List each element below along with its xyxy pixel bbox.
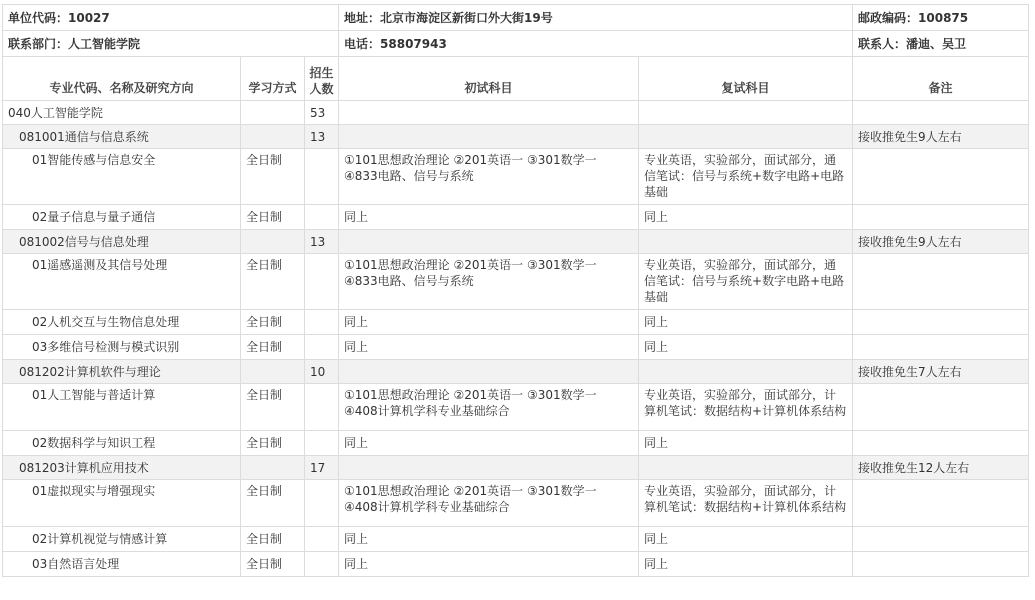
direction-count	[305, 310, 339, 335]
direction-note	[853, 149, 1029, 205]
major-note: 接收推免生9人左右	[853, 125, 1029, 149]
major-row	[3, 125, 1029, 149]
direction-note	[853, 552, 1029, 577]
direction-row	[3, 431, 1029, 456]
college-row	[3, 101, 1029, 125]
college-count: 53	[305, 101, 339, 125]
direction-name: 02数据科学与知识工程	[3, 431, 241, 456]
direction-mode: 全日制	[241, 254, 305, 310]
direction-count	[305, 431, 339, 456]
col-initial: 初试科目	[339, 57, 639, 101]
direction-retest: 同上	[639, 310, 853, 335]
college-initial	[339, 101, 639, 125]
direction-initial: 同上	[339, 552, 639, 577]
direction-retest: 专业英语，实验部分，面试部分，通信笔试：信号与系统+数字电路+电路基础	[639, 149, 853, 205]
direction-row	[3, 335, 1029, 360]
major-mode	[241, 125, 305, 149]
direction-initial: ①101思想政治理论 ②201英语一 ③301数学一 ④833电路、信号与系统	[339, 149, 639, 205]
major-count: 13	[305, 230, 339, 254]
major-retest	[639, 230, 853, 254]
direction-note	[853, 205, 1029, 230]
major-name: 081203计算机应用技术	[3, 456, 241, 480]
col-enroll-line2: 人数	[309, 82, 334, 96]
direction-note	[853, 310, 1029, 335]
phone: 电话：58807943	[339, 31, 853, 57]
direction-name: 01虚拟现实与增强现实	[3, 480, 241, 527]
major-mode	[241, 456, 305, 480]
direction-mode: 全日制	[241, 149, 305, 205]
major-mode	[241, 230, 305, 254]
address: 地址：北京市海淀区新街口外大街19号	[339, 5, 853, 31]
direction-note	[853, 254, 1029, 310]
major-mode	[241, 360, 305, 384]
unit-code: 单位代码：10027	[3, 5, 339, 31]
direction-name: 03多维信号检测与模式识别	[3, 335, 241, 360]
direction-name: 01遥感遥测及其信号处理	[3, 254, 241, 310]
major-retest	[639, 360, 853, 384]
direction-retest: 同上	[639, 335, 853, 360]
enrollment-table	[2, 4, 1029, 577]
direction-note	[853, 431, 1029, 456]
direction-mode: 全日制	[241, 431, 305, 456]
col-enroll	[305, 57, 339, 101]
major-note: 接收推免生7人左右	[853, 360, 1029, 384]
major-initial	[339, 456, 639, 480]
direction-note	[853, 335, 1029, 360]
direction-initial: 同上	[339, 310, 639, 335]
direction-row	[3, 384, 1029, 431]
column-header-row	[3, 57, 1029, 101]
direction-name: 02量子信息与量子通信	[3, 205, 241, 230]
direction-name: 01智能传感与信息安全	[3, 149, 241, 205]
direction-initial: 同上	[339, 335, 639, 360]
direction-count	[305, 254, 339, 310]
college-note	[853, 101, 1029, 125]
direction-initial: 同上	[339, 527, 639, 552]
direction-row	[3, 310, 1029, 335]
direction-retest: 同上	[639, 205, 853, 230]
major-initial	[339, 125, 639, 149]
direction-initial: ①101思想政治理论 ②201英语一 ③301数学一 ④408计算机学科专业基础综合	[339, 480, 639, 527]
major-note: 接收推免生9人左右	[853, 230, 1029, 254]
col-note: 备注	[853, 57, 1029, 101]
direction-retest: 专业英语，实验部分，面试部分，通信笔试：信号与系统+数字电路+电路基础	[639, 254, 853, 310]
direction-initial: ①101思想政治理论 ②201英语一 ③301数学一 ④833电路、信号与系统	[339, 254, 639, 310]
direction-count	[305, 205, 339, 230]
major-retest	[639, 456, 853, 480]
contact: 联系人：潘迪、吴卫	[853, 31, 1029, 57]
direction-initial: 同上	[339, 431, 639, 456]
col-enroll-line1: 招生	[309, 66, 334, 80]
major-name: 081202计算机软件与理论	[3, 360, 241, 384]
direction-row	[3, 552, 1029, 577]
college-retest	[639, 101, 853, 125]
direction-initial: ①101思想政治理论 ②201英语一 ③301数学一 ④408计算机学科专业基础综合	[339, 384, 639, 431]
college-mode	[241, 101, 305, 125]
header-row-1	[3, 5, 1029, 31]
direction-retest: 专业英语，实验部分，面试部分，计算机笔试：数据结构+计算机体系结构	[639, 480, 853, 527]
direction-row	[3, 480, 1029, 527]
direction-note	[853, 480, 1029, 527]
col-retest: 复试科目	[639, 57, 853, 101]
college-name: 040人工智能学院	[3, 101, 241, 125]
major-row	[3, 456, 1029, 480]
major-initial	[339, 230, 639, 254]
direction-count	[305, 527, 339, 552]
major-count: 13	[305, 125, 339, 149]
direction-row	[3, 149, 1029, 205]
major-note: 接收推免生12人左右	[853, 456, 1029, 480]
direction-mode: 全日制	[241, 310, 305, 335]
major-retest	[639, 125, 853, 149]
col-major: 专业代码、名称及研究方向	[3, 57, 241, 101]
direction-mode: 全日制	[241, 552, 305, 577]
major-row	[3, 360, 1029, 384]
direction-mode: 全日制	[241, 205, 305, 230]
direction-name: 02人机交互与生物信息处理	[3, 310, 241, 335]
major-row	[3, 230, 1029, 254]
direction-row	[3, 527, 1029, 552]
direction-row	[3, 205, 1029, 230]
direction-count	[305, 384, 339, 431]
major-initial	[339, 360, 639, 384]
col-mode: 学习方式	[241, 57, 305, 101]
direction-mode: 全日制	[241, 527, 305, 552]
direction-mode: 全日制	[241, 384, 305, 431]
direction-count	[305, 552, 339, 577]
direction-name: 03自然语言处理	[3, 552, 241, 577]
direction-count	[305, 335, 339, 360]
direction-note	[853, 527, 1029, 552]
postcode: 邮政编码：100875	[853, 5, 1029, 31]
direction-mode: 全日制	[241, 480, 305, 527]
direction-name: 02计算机视觉与情感计算	[3, 527, 241, 552]
direction-count	[305, 480, 339, 527]
direction-retest: 专业英语，实验部分，面试部分，计算机笔试：数据结构+计算机体系结构	[639, 384, 853, 431]
major-count: 10	[305, 360, 339, 384]
direction-row	[3, 254, 1029, 310]
major-name: 081001通信与信息系统	[3, 125, 241, 149]
major-name: 081002信号与信息处理	[3, 230, 241, 254]
direction-initial: 同上	[339, 205, 639, 230]
direction-retest: 同上	[639, 527, 853, 552]
major-count: 17	[305, 456, 339, 480]
direction-mode: 全日制	[241, 335, 305, 360]
direction-note	[853, 384, 1029, 431]
direction-count	[305, 149, 339, 205]
department: 联系部门：人工智能学院	[3, 31, 339, 57]
direction-retest: 同上	[639, 431, 853, 456]
header-row-2	[3, 31, 1029, 57]
direction-name: 01人工智能与普适计算	[3, 384, 241, 431]
direction-retest: 同上	[639, 552, 853, 577]
